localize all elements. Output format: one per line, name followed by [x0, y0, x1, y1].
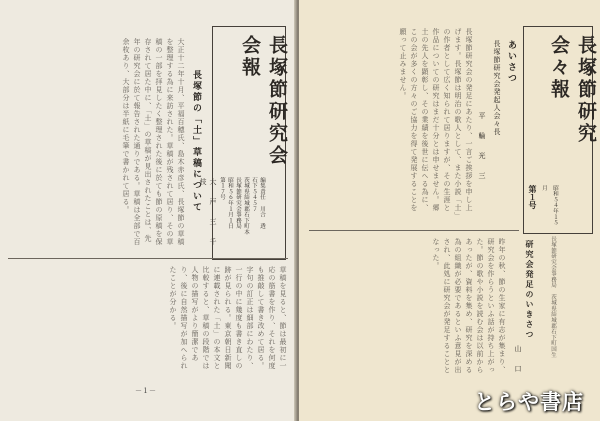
- left-divider: [8, 258, 288, 259]
- left-masthead-publisher-1: 長塚節研究会事務局: [235, 177, 241, 230]
- right-greeting-title: あいさつ: [506, 40, 516, 84]
- right-masthead-date: 昭和５４年１５月: [541, 185, 558, 226]
- left-upper-body: 大正十二年十月、平福百穂氏、島木赤彦氏、長塚節の草稿を整理する為に来訪された。草稿が残されて居り、その草稿の一部を拝見したく整理された後に於ても節の原稿を保存されて居た中に、「土」の草稿が見出されたことは、先年の研究会に於て報告された通りである。草稿は全部で百余枚あり、大部分は半紙に毛筆で書かれて居る。: [122, 38, 185, 246]
- right-side-text: 長塚節研究会事務局 茨城県結城郡石下町国生: [550, 236, 556, 358]
- right-lower-body: 昨年の秋、節の生家に有志が集まり、研究会を作らうといふ話が持ち上がった。節の歌や小説を読む会は以前からあったが、資料を集め、研究を深める為の組織が必要であるといふ意見が出され、此処に研究会が発足することとなった。: [432, 238, 506, 374]
- right-divider: [309, 230, 519, 231]
- left-page: [0, 0, 297, 421]
- left-masthead-issue: 第１７号: [219, 177, 225, 201]
- right-masthead-issue: 第１号: [528, 185, 538, 209]
- right-greeting-affiliation: 長塚節研究会発起人会々長: [493, 40, 501, 136]
- right-greeting-author: 平 輪 光 三: [478, 112, 486, 182]
- left-article-heading: 長塚節の「土」草稿について: [191, 70, 201, 213]
- left-lower-body: 草稿を見ると、節は最初に一応の筋書を作り、それを何度も推敲して書き改めて居る。字句の訂正は細部にわたり、一行の中に幾度も書き直しの跡が見られる。東京朝日新聞に連載された「土」の本文と比較すると、草稿の段階では人物の描写がより簡潔であり、後に自然描写が加へられたことが分かる。: [169, 266, 287, 370]
- left-masthead-editor: 編集責任 川合 透: [259, 177, 265, 230]
- left-masthead-box: [212, 26, 286, 260]
- left-article-author: 大 戸 三 千 枝: [199, 178, 217, 258]
- left-masthead-title: 長塚節研究会会報: [239, 35, 288, 167]
- right-masthead-title: 長塚節研究会々報: [548, 35, 597, 145]
- left-masthead-publisher-3: 石下５４５７: [251, 177, 257, 212]
- right-section-heading: 研究会発足のいきさつ: [525, 240, 535, 340]
- right-masthead-box: [523, 26, 597, 234]
- right-section-author: 山 口: [514, 345, 522, 375]
- right-greeting-body: 長塚節研究会の発足にあたり、一言ご挨拶を申し上げます。長塚節は明治の歌人として、また小説「土」の作者として広く知られて居りますが、その生涯と作品についての研究はまだ十分とは申せません。郷土の先人を顕彰し、その業績を後世に伝へる為に、この会が多くの方々のご協力を得て発展することを願って止みません。: [399, 28, 473, 217]
- left-masthead-publisher-2: 茨城県結城郡石下町本: [243, 177, 249, 235]
- left-page-number: －１－: [135, 387, 156, 395]
- right-page: [299, 0, 600, 421]
- left-masthead-date: 昭和５６年１月１日: [227, 177, 233, 230]
- shop-watermark: とらや書店: [474, 390, 584, 414]
